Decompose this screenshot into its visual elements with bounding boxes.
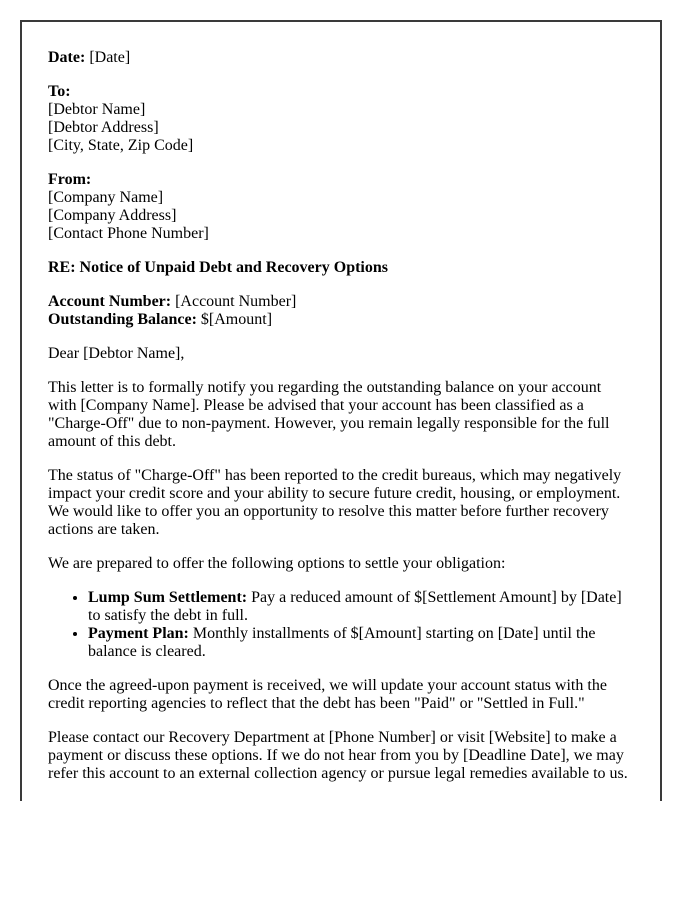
outstanding-balance-value: $[Amount] <box>200 311 273 328</box>
date-line <box>48 49 632 67</box>
options-list <box>48 589 632 661</box>
subject-line <box>48 259 632 277</box>
option-label-payment-plan: Payment Plan: <box>88 625 189 642</box>
paragraph-update: Once the agreed-upon payment is received, we will update your account status with the credit reporting agencies to reflect that the debt has been "Paid" or "Settled in Full." <box>48 677 607 712</box>
from-line-company-address: [Company Address] <box>48 207 177 224</box>
to-line-city-state-zip: [City, State, Zip Code] <box>48 137 194 154</box>
from-line-company-name: [Company Name] <box>48 189 164 206</box>
paragraph-options-intro: We are prepared to offer the following options to settle your obligation: <box>48 555 506 572</box>
option-text-lump-sum: Pay a reduced amount of $[Settlement Amount] by [Date] to satisfy the debt in full. <box>88 589 622 624</box>
paragraph-notify: This letter is to formally notify you regarding the outstanding balance on your account with [Company Name]. Please be advised that your account has been classified as a "Charge-Off" due to non-payment. However, you remain legally responsible for the full amount of this debt. <box>48 379 610 450</box>
date-value: [Date] <box>89 49 131 66</box>
from-line-contact-phone: [Contact Phone Number] <box>48 225 209 242</box>
account-number-label: Account Number: <box>48 293 172 310</box>
date-label: Date: <box>48 49 86 66</box>
option-label-lump-sum: Lump Sum Settlement: <box>88 589 248 606</box>
from-block <box>48 171 632 243</box>
from-label: From: <box>48 171 92 188</box>
salutation: Dear [Debtor Name], <box>48 345 185 362</box>
option-item-lump-sum <box>88 589 632 625</box>
option-text-payment-plan: Monthly installments of $[Amount] starting on [Date] until the balance is cleared. <box>88 625 596 660</box>
paragraph-contact: Please contact our Recovery Department at [Phone Number] or visit [Website] to make a payment or discuss these options. If we do not hear from you by [Deadline Date], we may refer this account to an external collection agency or pursue legal remedies available to us. <box>48 729 628 782</box>
to-line-debtor-address: [Debtor Address] <box>48 119 159 136</box>
paragraph-status: The status of "Charge-Off" has been reported to the credit bureaus, which may negatively impact your credit score and your ability to secure future credit, housing, or employment. We would like to offer you an opportunity to resolve this matter before further recovery actions are taken. <box>48 467 622 538</box>
option-item-payment-plan <box>88 625 632 661</box>
account-number-value: [Account Number] <box>175 293 297 310</box>
account-block <box>48 293 632 329</box>
to-line-debtor-name: [Debtor Name] <box>48 101 146 118</box>
to-block <box>48 83 632 155</box>
subject-text: RE: Notice of Unpaid Debt and Recovery Options <box>48 259 388 276</box>
to-label: To: <box>48 83 71 100</box>
letter-frame <box>20 20 662 801</box>
outstanding-balance-label: Outstanding Balance: <box>48 311 197 328</box>
